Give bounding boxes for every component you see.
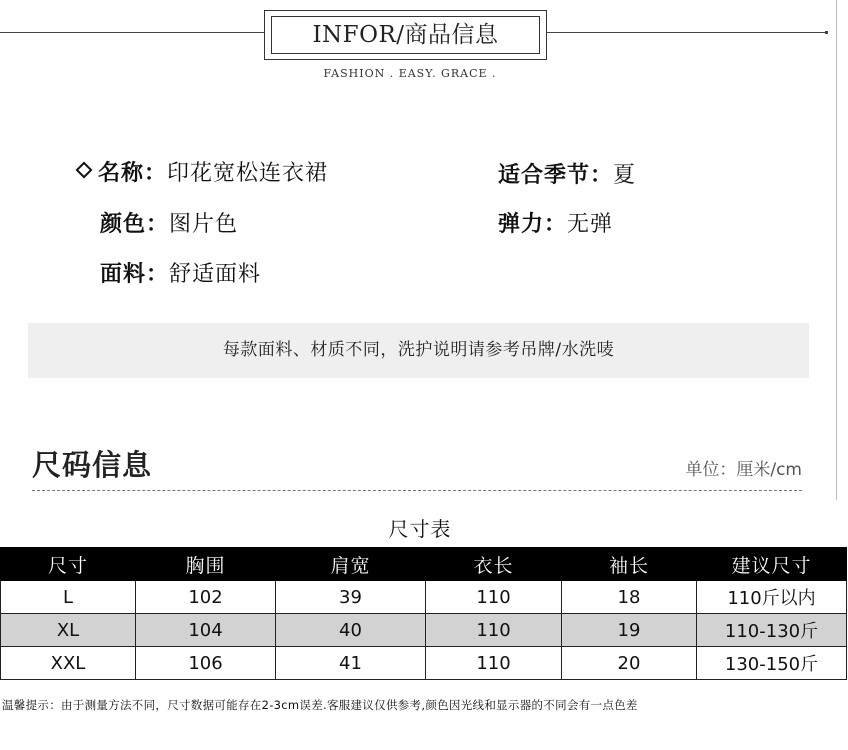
info-name-value: 印花宽松连衣裙 xyxy=(167,161,329,186)
info-stretch-value: 无弹 xyxy=(567,212,614,237)
table-cell: 18 xyxy=(562,581,697,614)
table-cell: 104 xyxy=(136,614,276,647)
table-row xyxy=(1,581,847,614)
banner-line-left xyxy=(0,32,264,33)
info-color-value: 图片色 xyxy=(169,212,239,237)
banner-line-end-dot xyxy=(825,31,828,34)
banner-title: INFOR/商品信息 xyxy=(312,22,499,48)
info-stretch xyxy=(498,207,613,238)
info-season xyxy=(498,158,636,189)
footer-note: 温馨提示：由于测量方法不同，尺寸数据可能存在2-3cm误差.客服建议仅供参考,颜色因光线和显示器的不同会有一点色差 xyxy=(2,698,638,712)
right-edge-line xyxy=(836,0,837,500)
table-cell: 110 xyxy=(426,581,562,614)
table-cell: 110 xyxy=(426,647,562,680)
table-cell: 110 xyxy=(426,614,562,647)
column-header: 肩宽 xyxy=(276,548,426,581)
info-name xyxy=(78,156,328,187)
table-cell: 110-130斤 xyxy=(697,614,847,647)
size-section-heading: 尺码信息 xyxy=(32,448,153,482)
care-notice: 每款面料、材质不同，洗护说明请参考吊牌/水洗唛 xyxy=(28,323,809,378)
diamond-bullet-icon xyxy=(76,162,93,179)
info-season-value: 夏 xyxy=(613,163,637,188)
column-header: 衣长 xyxy=(426,548,562,581)
table-cell: 40 xyxy=(276,614,426,647)
table-cell: 19 xyxy=(562,614,697,647)
table-cell: 20 xyxy=(562,647,697,680)
info-fabric-value: 舒适面料 xyxy=(169,262,262,287)
size-table-title: 尺寸表 xyxy=(388,517,452,541)
table-cell: 102 xyxy=(136,581,276,614)
info-color-label: 颜色： xyxy=(100,212,170,237)
size-unit-label: 单位：厘米/cm xyxy=(685,460,802,480)
table-cell: 39 xyxy=(276,581,426,614)
table-cell: L xyxy=(1,581,136,614)
info-stretch-label: 弹力： xyxy=(498,212,568,237)
info-name-label: 名称： xyxy=(98,161,168,186)
banner-tagline: FASHION . EASY. GRACE . xyxy=(323,67,497,80)
size-table xyxy=(0,547,847,680)
banner-line-right xyxy=(547,32,825,33)
column-header: 胸围 xyxy=(136,548,276,581)
column-header: 尺寸 xyxy=(1,548,136,581)
table-cell: 106 xyxy=(136,647,276,680)
table-row xyxy=(1,614,847,647)
column-header: 袖长 xyxy=(562,548,697,581)
column-header: 建议尺寸 xyxy=(697,548,847,581)
info-fabric xyxy=(100,257,261,288)
info-fabric-label: 面料： xyxy=(100,262,170,287)
table-cell: 110斤以内 xyxy=(697,581,847,614)
info-season-label: 适合季节： xyxy=(498,163,614,188)
table-cell: 41 xyxy=(276,647,426,680)
dashed-divider xyxy=(32,490,802,491)
table-row xyxy=(1,647,847,680)
size-table-header-row xyxy=(1,548,847,581)
table-cell: 130-150斤 xyxy=(697,647,847,680)
info-color xyxy=(100,207,238,238)
table-cell: XXL xyxy=(1,647,136,680)
table-cell: XL xyxy=(1,614,136,647)
